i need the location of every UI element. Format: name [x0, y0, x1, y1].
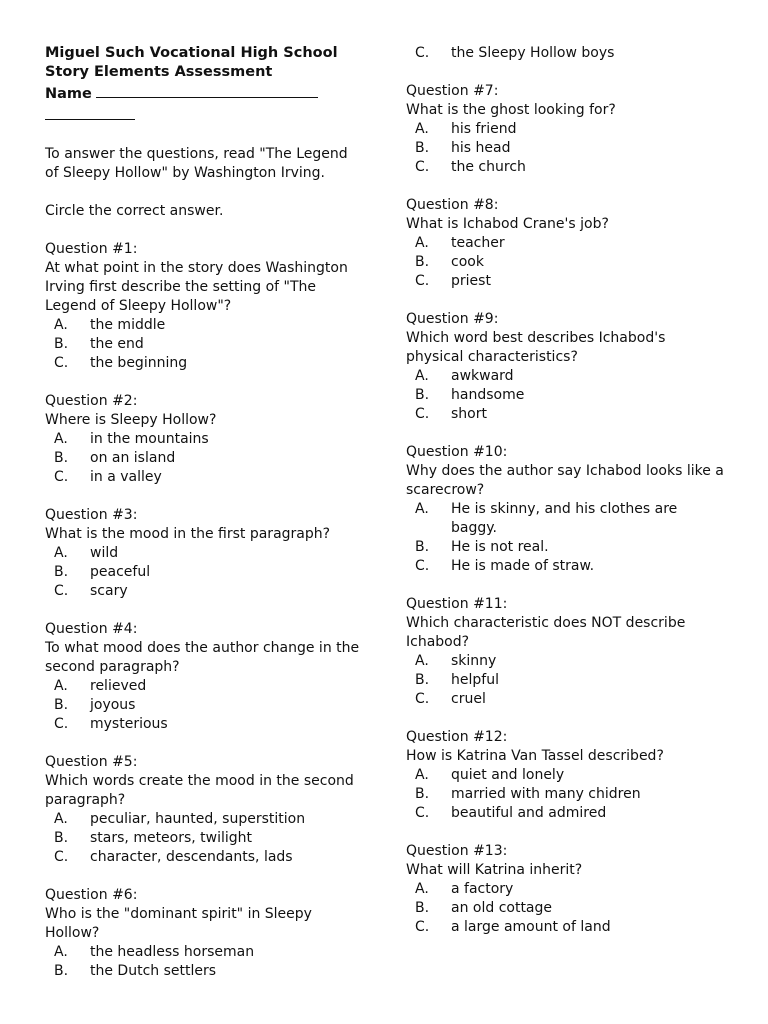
option-letter: C.: [54, 583, 69, 599]
option-letter: C.: [54, 355, 69, 371]
answer-option[interactable]: [45, 449, 365, 468]
option-letter: B.: [54, 830, 69, 846]
answer-option[interactable]: [406, 367, 726, 386]
question-text: Which words create the mood in the second paragraph?: [45, 773, 354, 808]
question-1: [45, 240, 365, 373]
answer-option[interactable]: [406, 690, 726, 709]
option-text: the beginning: [90, 355, 188, 371]
answer-option[interactable]: [406, 386, 726, 405]
question-8: [406, 196, 726, 291]
question-label: Question #6:: [45, 887, 138, 903]
option-text: mysterious: [90, 716, 168, 732]
answer-option[interactable]: [406, 652, 726, 671]
question-label: Question #9:: [406, 311, 499, 327]
instructions: To answer the questions, read "The Legend of Sleepy Hollow" by Washington Irving.: [45, 146, 348, 181]
option-text: short: [451, 406, 487, 422]
option-text: cook: [451, 254, 484, 270]
question-text: To what mood does the author change in the second paragraph?: [45, 640, 360, 675]
option-letter: A.: [415, 121, 429, 137]
answer-option[interactable]: [45, 943, 365, 962]
question-text: At what point in the story does Washington Irving first describe the setting of "The Legend of Sleepy Hollow"?: [45, 260, 348, 314]
option-letter: C.: [54, 469, 69, 485]
name-label: Name: [45, 86, 92, 102]
option-letter: C.: [415, 558, 430, 574]
option-letter: A.: [54, 545, 68, 561]
option-letter: B.: [415, 786, 430, 802]
question-label: Question #12:: [406, 729, 508, 745]
question-text: Who is the "dominant spirit" in Sleepy Hollow?: [45, 906, 312, 941]
option-text: in the mountains: [90, 431, 209, 447]
question-12: [406, 728, 726, 823]
answer-option[interactable]: [406, 785, 726, 804]
question-text: What is the ghost looking for?: [406, 102, 616, 118]
option-letter: C.: [415, 159, 430, 175]
answer-option[interactable]: [406, 671, 726, 690]
option-letter: A.: [54, 317, 68, 333]
question-label: Question #3:: [45, 507, 138, 523]
answer-option[interactable]: [45, 962, 365, 981]
option-letter: C.: [415, 691, 430, 707]
question-5: [45, 753, 365, 867]
option-letter: B.: [54, 697, 69, 713]
question-text: Which characteristic does NOT describe Ichabod?: [406, 615, 686, 650]
option-letter: A.: [415, 653, 429, 669]
answer-option[interactable]: [45, 335, 365, 354]
option-text: the church: [451, 159, 526, 175]
option-letter: A.: [54, 678, 68, 694]
question-text: What is the mood in the first paragraph?: [45, 526, 331, 542]
answer-option[interactable]: [45, 582, 365, 601]
option-letter: B.: [54, 963, 69, 979]
option-text: He is made of straw.: [451, 558, 595, 574]
answer-option[interactable]: [45, 677, 365, 696]
answer-option[interactable]: [45, 715, 365, 734]
option-letter: A.: [54, 811, 68, 827]
option-letter: A.: [415, 881, 429, 897]
option-text: skinny: [451, 653, 497, 669]
school-name: Miguel Such Vocational High School: [45, 45, 338, 61]
option-letter: C.: [415, 273, 430, 289]
answer-option[interactable]: [406, 272, 726, 291]
name-line: [45, 82, 365, 104]
option-text: on an island: [90, 450, 176, 466]
option-text: He is skinny, and his clothes are baggy.: [451, 501, 678, 536]
answer-option[interactable]: [406, 918, 726, 937]
question-text: Which word best describes Ichabod's physical characteristics?: [406, 330, 666, 365]
option-letter: B.: [415, 140, 430, 156]
question-label: Question #5:: [45, 754, 138, 770]
answer-option[interactable]: [45, 354, 365, 373]
option-text: peculiar, haunted, superstition: [90, 811, 306, 827]
option-text: stars, meteors, twilight: [90, 830, 253, 846]
answer-option[interactable]: [45, 829, 365, 848]
answer-option[interactable]: [406, 880, 726, 899]
name-line-continued: [45, 104, 365, 126]
option-text: the Dutch settlers: [90, 963, 217, 979]
question-6-continued: [406, 44, 726, 82]
answer-option[interactable]: [45, 430, 365, 449]
option-letter: B.: [54, 564, 69, 580]
right-column: [406, 44, 726, 937]
option-text: an old cottage: [451, 900, 553, 916]
option-text: the middle: [90, 317, 166, 333]
option-letter: B.: [415, 672, 430, 688]
question-11: [406, 595, 726, 709]
option-letter: A.: [415, 501, 429, 517]
question-text: What will Katrina inherit?: [406, 862, 583, 878]
answer-option[interactable]: [406, 139, 726, 158]
question-13: [406, 842, 726, 937]
option-text: the Sleepy Hollow boys: [451, 45, 615, 61]
answer-option[interactable]: [406, 538, 726, 557]
question-3: [45, 506, 365, 601]
answer-option[interactable]: [45, 316, 365, 335]
answer-option[interactable]: [406, 120, 726, 139]
answer-option[interactable]: [406, 804, 726, 823]
option-text: his head: [451, 140, 511, 156]
option-letter: C.: [415, 919, 430, 935]
question-label: Question #2:: [45, 393, 138, 409]
question-text: Where is Sleepy Hollow?: [45, 412, 217, 428]
option-text: character, descendants, lads: [90, 849, 293, 865]
option-letter: A.: [415, 235, 429, 251]
question-6: [45, 886, 365, 981]
option-text: cruel: [451, 691, 486, 707]
option-letter: B.: [415, 900, 430, 916]
option-text: a factory: [451, 881, 514, 897]
option-text: priest: [451, 273, 491, 289]
question-9: [406, 310, 726, 424]
left-question-list: [45, 240, 365, 981]
name-blank-line-2[interactable]: [45, 104, 135, 120]
option-text: teacher: [451, 235, 505, 251]
question-4: [45, 620, 365, 734]
option-text: the end: [90, 336, 144, 352]
option-text: in a valley: [90, 469, 162, 485]
answer-option[interactable]: [406, 405, 726, 424]
option-letter: A.: [54, 944, 68, 960]
option-text: relieved: [90, 678, 147, 694]
option-text: quiet and lonely: [451, 767, 565, 783]
option-letter: C.: [415, 406, 430, 422]
option-text: the headless horseman: [90, 944, 255, 960]
question-label: Question #13:: [406, 843, 508, 859]
option-text: married with many chidren: [451, 786, 641, 802]
question-7: [406, 82, 726, 177]
option-text: scary: [90, 583, 128, 599]
right-question-list: [406, 82, 726, 937]
question-label: Question #4:: [45, 621, 138, 637]
option-letter: B.: [54, 336, 69, 352]
question-label: Question #11:: [406, 596, 508, 612]
option-text: awkward: [451, 368, 514, 384]
question-label: Question #10:: [406, 444, 508, 460]
option-letter: A.: [54, 431, 68, 447]
answer-option[interactable]: [406, 234, 726, 253]
option-text: joyous: [90, 697, 136, 713]
answer-option[interactable]: [45, 468, 365, 487]
option-letter: C.: [415, 45, 430, 61]
question-text: Why does the author say Ichabod looks like a scarecrow?: [406, 463, 724, 498]
option-letter: C.: [54, 716, 69, 732]
answer-option[interactable]: [406, 899, 726, 918]
option-letter: B.: [54, 450, 69, 466]
answer-option[interactable]: [406, 44, 726, 63]
option-text: wild: [90, 545, 119, 561]
answer-option[interactable]: [406, 766, 726, 785]
option-text: helpful: [451, 672, 499, 688]
answer-option[interactable]: [406, 158, 726, 177]
circle-instruction: Circle the correct answer.: [45, 203, 224, 219]
option-letter: B.: [415, 387, 430, 403]
option-letter: C.: [54, 849, 69, 865]
option-text: He is not real.: [451, 539, 549, 555]
question-label: Question #8:: [406, 197, 499, 213]
option-text: his friend: [451, 121, 517, 137]
answer-option[interactable]: [45, 544, 365, 563]
answer-option[interactable]: [406, 557, 726, 576]
option-letter: C.: [415, 805, 430, 821]
question-text: What is Ichabod Crane's job?: [406, 216, 609, 232]
option-letter: B.: [415, 539, 430, 555]
answer-option[interactable]: [406, 500, 726, 538]
option-letter: B.: [415, 254, 430, 270]
left-column: [45, 44, 365, 981]
option-letter: A.: [415, 767, 429, 783]
question-10: [406, 443, 726, 576]
assessment-title: Story Elements Assessment: [45, 64, 273, 80]
question-label: Question #7:: [406, 83, 499, 99]
answer-option[interactable]: [45, 563, 365, 582]
answer-option[interactable]: [406, 253, 726, 272]
answer-option[interactable]: [45, 696, 365, 715]
question-text: How is Katrina Van Tassel described?: [406, 748, 664, 764]
answer-option[interactable]: [45, 848, 365, 867]
question-label: Question #1:: [45, 241, 138, 257]
option-text: peaceful: [90, 564, 151, 580]
option-text: handsome: [451, 387, 525, 403]
option-text: beautiful and admired: [451, 805, 607, 821]
option-letter: A.: [415, 368, 429, 384]
name-blank-line[interactable]: [96, 82, 318, 98]
answer-option[interactable]: [45, 810, 365, 829]
question-2: [45, 392, 365, 487]
option-text: a large amount of land: [451, 919, 611, 935]
